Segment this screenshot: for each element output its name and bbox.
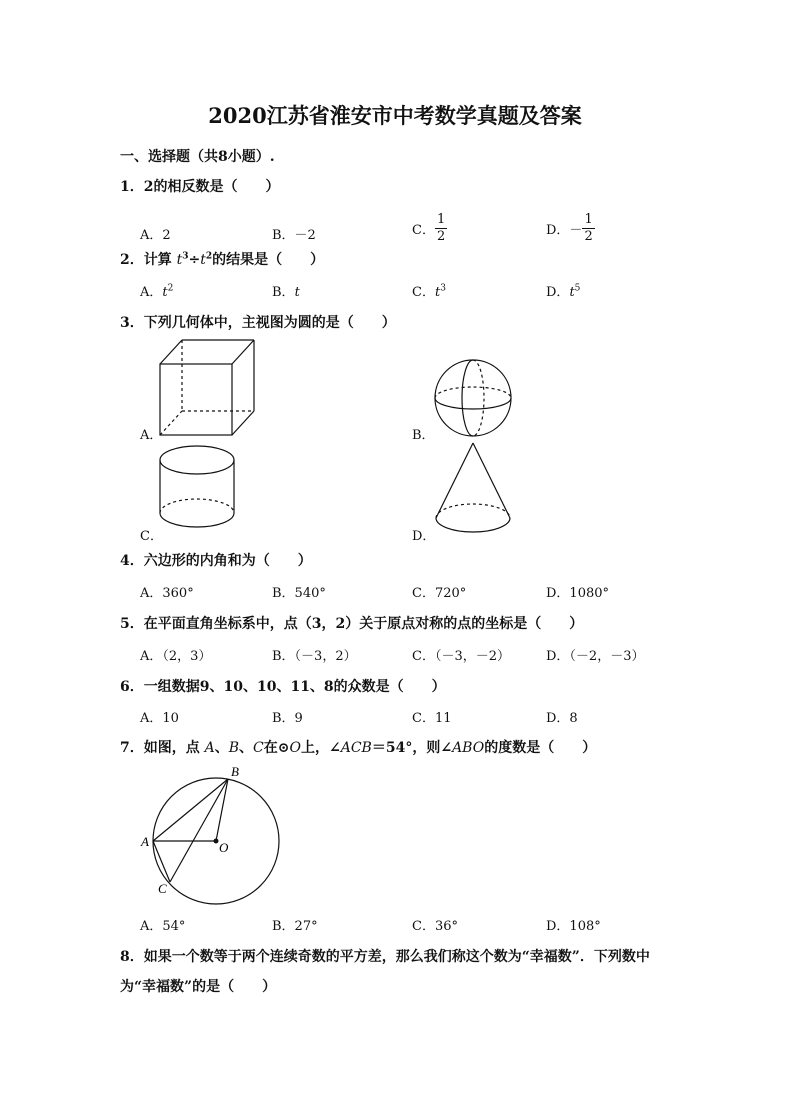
- question-8-stem-line2: 为“幸福数”的是（ ）: [120, 979, 277, 995]
- q5-option-b: B．（－3，2）: [272, 649, 357, 664]
- fraction-c-numerator: 1: [436, 212, 446, 227]
- q7-mid2: 上，∠: [300, 740, 341, 756]
- q2-div: ÷: [188, 252, 201, 268]
- q2-var-t1: t: [176, 252, 183, 268]
- q1-option-c-label: C．: [412, 223, 435, 238]
- q2-d-base: t: [569, 285, 575, 300]
- question-4-stem: 4．六边形的内角和为（ ）: [120, 553, 312, 569]
- q2-a-label: A．: [140, 285, 163, 300]
- q2-exp-t2: 2: [205, 251, 213, 262]
- q2-stem-pre: 2．计算: [120, 252, 177, 268]
- label-a: A: [141, 834, 149, 849]
- q5-option-d: D．（－2，－3）: [546, 649, 645, 664]
- section-heading: 一、选择题（共8小题）.: [120, 149, 275, 165]
- q1-option-d-label: D．－: [546, 223, 583, 238]
- fraction-d-numerator: 1: [584, 212, 593, 227]
- q4-option-d: D．1080°: [546, 586, 610, 601]
- q7-var-acb: ACB: [340, 740, 372, 756]
- q7-var-abo: ABO: [452, 740, 485, 756]
- q4-option-c: C．720°: [412, 586, 467, 601]
- fraction-d-denominator: 2: [584, 229, 593, 244]
- q5-option-c: C．（－3，－2）: [412, 649, 510, 664]
- q7-var-o: O: [289, 740, 301, 756]
- sphere-figure: [435, 360, 511, 436]
- fraction-c-denominator: 2: [436, 229, 446, 244]
- q2-var-t2: t: [200, 252, 206, 268]
- q7-mid3: ＝54°，则∠: [371, 740, 453, 756]
- q7-post: 的度数是（ ）: [484, 740, 597, 756]
- q2-d-exp: 5: [574, 283, 581, 294]
- q6-option-d: D．8: [546, 711, 578, 726]
- cylinder-figure: [160, 446, 234, 527]
- question-1-stem: 1．2的相反数是（ ）: [120, 179, 280, 195]
- q7-sep1: 、: [214, 740, 229, 756]
- q2-c-base: t: [434, 285, 441, 300]
- q7-var-b: B: [228, 740, 240, 756]
- q7-sep2: 、: [239, 740, 254, 756]
- q7-pre: 7．如图，点: [120, 740, 205, 756]
- q6-option-b: B．9: [272, 711, 303, 726]
- cube-figure: [160, 340, 254, 435]
- q4-option-b: B．540°: [272, 586, 326, 601]
- question-6-stem: 6．一组数据9、10、10、11、8的众数是（ ）: [120, 679, 446, 695]
- q2-a-base: t: [162, 285, 168, 300]
- question-5-stem: 5．在平面直角坐标系中，点（3，2）关于原点对称的点的坐标是（ ）: [120, 616, 584, 632]
- q2-b-base: t: [294, 285, 300, 300]
- q3-option-a: A．: [140, 428, 163, 443]
- q7-option-a: A．54°: [140, 919, 186, 934]
- page-title: 2020江苏省淮安市中考数学真题及答案: [208, 103, 582, 128]
- q2-c-label: C．: [412, 285, 435, 300]
- q7-var-a: A: [204, 740, 215, 756]
- label-b: B: [231, 764, 239, 779]
- q2-c-exp: 3: [440, 283, 446, 294]
- q7-option-b: B．27°: [272, 919, 318, 934]
- q1-option-a: A．2: [140, 228, 171, 243]
- q2-stem-post: 的结果是（ ）: [212, 252, 325, 268]
- q2-exp-t1: 3: [182, 251, 189, 262]
- q7-mid1: 在⊙: [263, 740, 290, 756]
- q3-option-b: B．: [412, 428, 435, 443]
- q4-option-a: A．360°: [140, 586, 194, 601]
- q7-var-c: C: [253, 740, 264, 756]
- q2-a-exp: 2: [167, 283, 174, 294]
- q3-option-d: D．: [412, 529, 436, 544]
- label-o: O: [219, 840, 229, 855]
- q7-option-d: D．108°: [546, 919, 601, 934]
- q5-option-a: A．（2，3）: [140, 649, 212, 664]
- center-point-o: [214, 839, 219, 844]
- q2-d-label: D．: [546, 285, 570, 300]
- question-8-stem-line1: 8．如果一个数等于两个连续奇数的平方差，那么我们称这个数为“幸福数”．下列数中: [120, 949, 650, 965]
- q3-option-c: C．: [140, 529, 163, 544]
- label-c: C: [158, 881, 167, 896]
- q6-option-a: A．10: [140, 711, 179, 726]
- q6-option-c: C．11: [412, 711, 452, 726]
- q1-option-b: B．－2: [272, 228, 316, 243]
- cone-figure: [436, 443, 510, 532]
- question-7-stem: [120, 737, 596, 757]
- q7-option-c: C．36°: [412, 919, 458, 934]
- q2-b-label: B．: [272, 285, 295, 300]
- question-3-stem: 3．下列几何体中，主视图为圆的是（ ）: [120, 315, 396, 331]
